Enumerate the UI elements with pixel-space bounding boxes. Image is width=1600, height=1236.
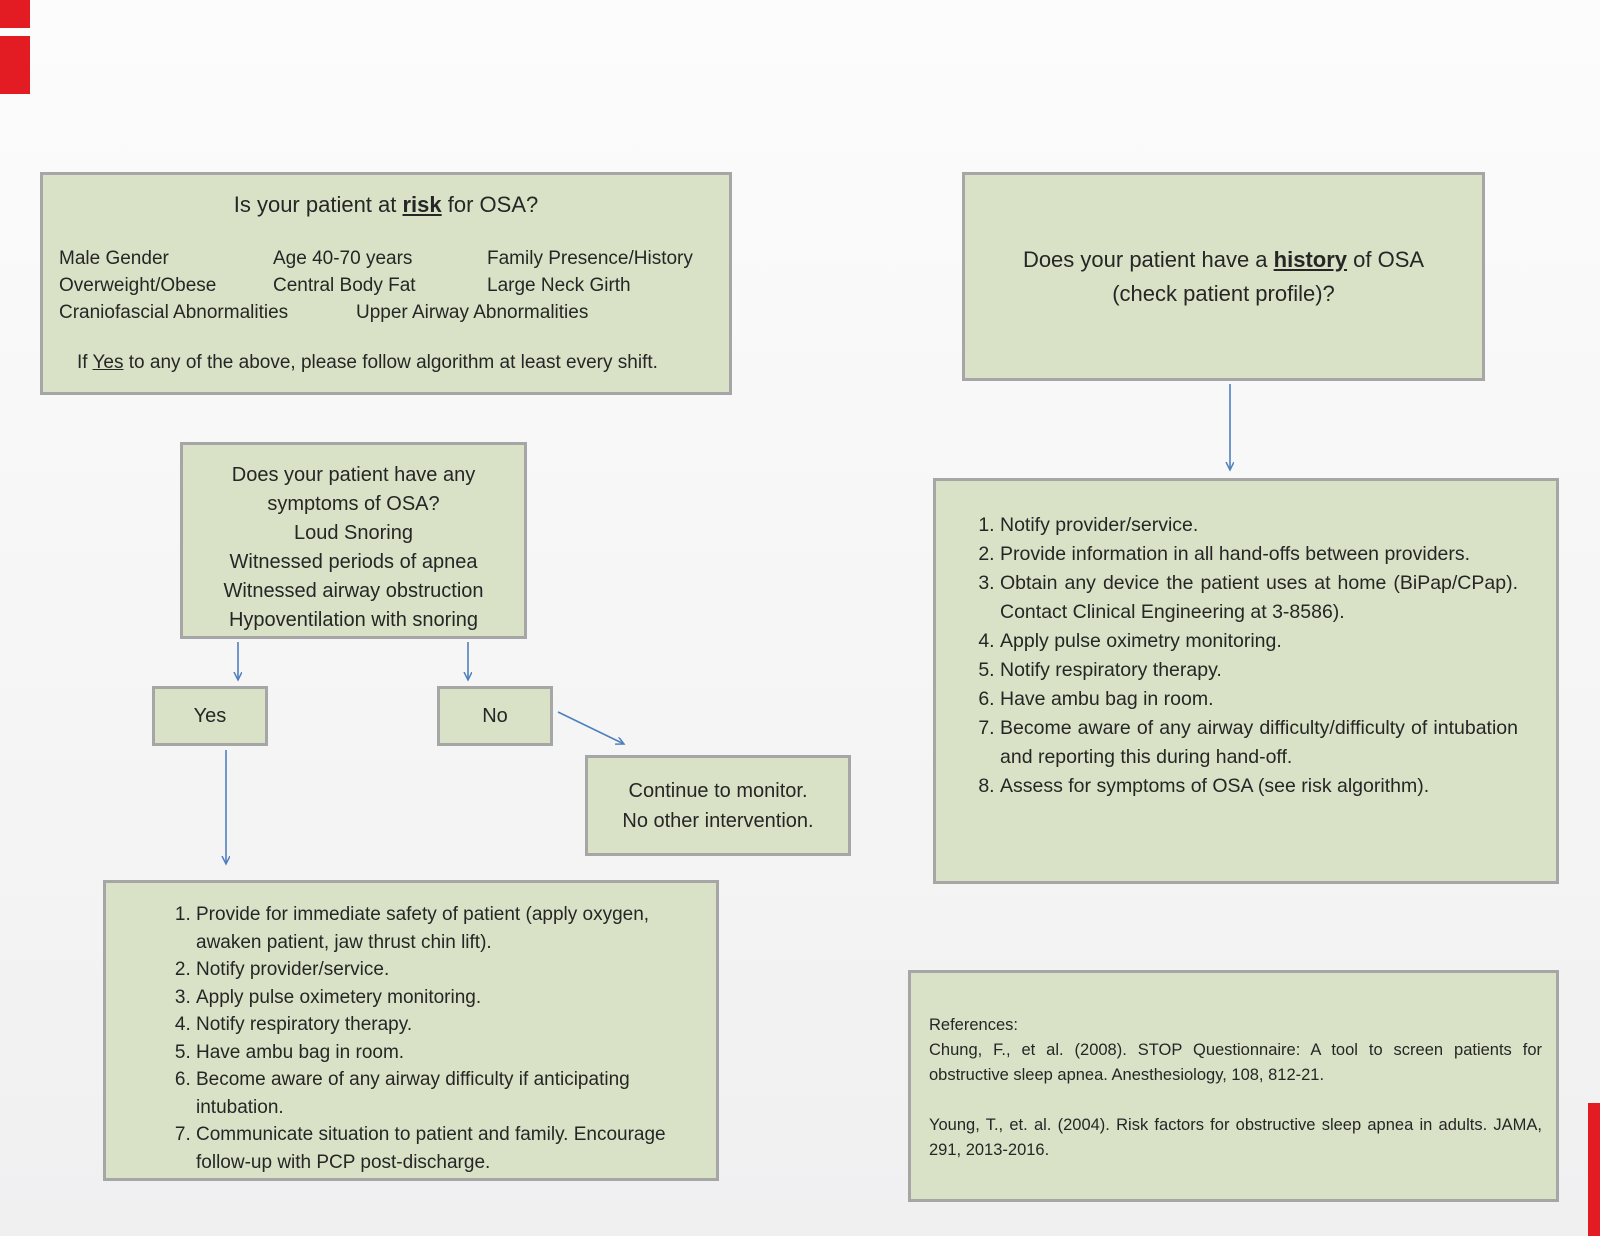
symptom-actions-list xyxy=(106,901,696,1176)
list-item: Hypoventilation with snoring xyxy=(228,609,479,631)
symptoms-question-box xyxy=(180,442,527,639)
risk-factor: Upper Airway Abnormalities xyxy=(356,302,589,323)
risk-factor: Family Presence/History xyxy=(487,248,693,269)
history-actions-list xyxy=(966,511,1518,801)
monitor-line1: Continue to monitor. xyxy=(628,779,808,802)
risk-factor: Male Gender xyxy=(59,248,169,269)
symptom-actions-box xyxy=(103,880,719,1181)
risk-title-emphasis: risk xyxy=(402,192,442,217)
risk-factor-row-1 xyxy=(59,245,713,272)
list-item: 6. Become aware of any airway difficulty if anticipating intubation. xyxy=(196,1066,696,1121)
history-line1-prefix: Does your patient have a xyxy=(1022,246,1274,272)
risk-box-title xyxy=(59,191,713,219)
monitor-line2: No other intervention. xyxy=(622,809,814,832)
list-item: Young, T., et. al. (2004). Risk factors for obstructive sleep apnea in adults. JAMA, 291, 2013-2016. xyxy=(929,1116,1542,1159)
list-item: 4. Notify respiratory therapy. xyxy=(196,1011,696,1039)
risk-factor-row-3 xyxy=(59,299,713,326)
risk-factor: Large Neck Girth xyxy=(487,275,631,296)
risk-footer-suffix: to any of the above, please follow algorithm at least every shift. xyxy=(123,352,658,373)
history-question-line1 xyxy=(1023,243,1424,277)
list-item: 3. Apply pulse oximetery monitoring. xyxy=(196,984,696,1012)
list-item: Witnessed periods of apnea xyxy=(229,551,478,573)
list-item: 2. Notify provider/service. xyxy=(196,956,696,984)
risk-title-suffix: for OSA? xyxy=(441,192,539,217)
list-item: Chung, F., et al. (2008). STOP Questionnaire: A tool to screen patients for obstructive sleep apnea. Anesthesiology, 108, 812-21. xyxy=(929,1041,1542,1084)
symptoms-list xyxy=(183,519,524,635)
list-item: 3. Obtain any device the patient uses at home (BiPap/CPap). Contact Clinical Engineering at 3-8586). xyxy=(1000,569,1518,627)
list-item: 1. Notify provider/service. xyxy=(1000,511,1518,540)
list-item: Loud Snoring xyxy=(294,522,413,544)
yes-label: Yes xyxy=(193,704,227,727)
risk-question-box xyxy=(40,172,732,395)
red-accent-block-second xyxy=(0,36,30,94)
risk-footer-prefix: If xyxy=(77,352,93,373)
list-item: 7. Communicate situation to patient and family. Encourage follow-up with PCP post-discharge. xyxy=(196,1121,696,1176)
no-label: No xyxy=(482,704,508,727)
list-item: 2. Provide information in all hand-offs between providers. xyxy=(1000,540,1518,569)
continue-monitor-box xyxy=(585,755,851,856)
risk-factor: Craniofascial Abnormalities xyxy=(59,302,289,323)
no-box xyxy=(437,686,553,746)
list-item: 5. Notify respiratory therapy. xyxy=(1000,656,1518,685)
history-question-line2: (check patient profile)? xyxy=(1112,280,1335,306)
red-accent-bar-bottom-right xyxy=(1588,1103,1600,1236)
history-line1-emphasis: history xyxy=(1273,246,1348,272)
risk-title-prefix: Is your patient at xyxy=(233,192,403,217)
history-question-box xyxy=(962,172,1485,381)
list-item: 7. Become aware of any airway difficulty/difficulty of intubation and reporting this during hand-off. xyxy=(1000,714,1518,772)
symptoms-heading-line1: Does your patient have any xyxy=(231,464,476,486)
risk-factor: Age 40-70 years xyxy=(273,248,413,269)
symptoms-heading-line2: symptoms of OSA? xyxy=(267,493,440,515)
list-item: 6. Have ambu bag in room. xyxy=(1000,685,1518,714)
yes-box xyxy=(152,686,268,746)
references-entries xyxy=(929,1038,1542,1163)
references-heading: References: xyxy=(929,1016,1018,1034)
list-item: 5. Have ambu bag in room. xyxy=(196,1039,696,1067)
list-item: 4. Apply pulse oximetry monitoring. xyxy=(1000,627,1518,656)
arrow-no-to-monitor xyxy=(558,712,624,744)
history-actions-box xyxy=(933,478,1559,884)
risk-box-footer xyxy=(59,352,713,374)
list-item: 8. Assess for symptoms of OSA (see risk algorithm). xyxy=(1000,772,1518,801)
risk-footer-emphasis: Yes xyxy=(92,352,124,373)
list-item: Witnessed airway obstruction xyxy=(223,580,484,602)
history-line1-suffix: of OSA xyxy=(1347,246,1425,272)
risk-factor: Central Body Fat xyxy=(273,275,416,296)
risk-factor-row-2 xyxy=(59,272,713,299)
red-accent-block-top xyxy=(0,0,30,28)
list-item: 1. Provide for immediate safety of patient (apply oxygen, awaken patient, jaw thrust chin lift). xyxy=(196,901,696,956)
references-box xyxy=(908,970,1559,1202)
risk-factor: Overweight/Obese xyxy=(59,275,217,296)
